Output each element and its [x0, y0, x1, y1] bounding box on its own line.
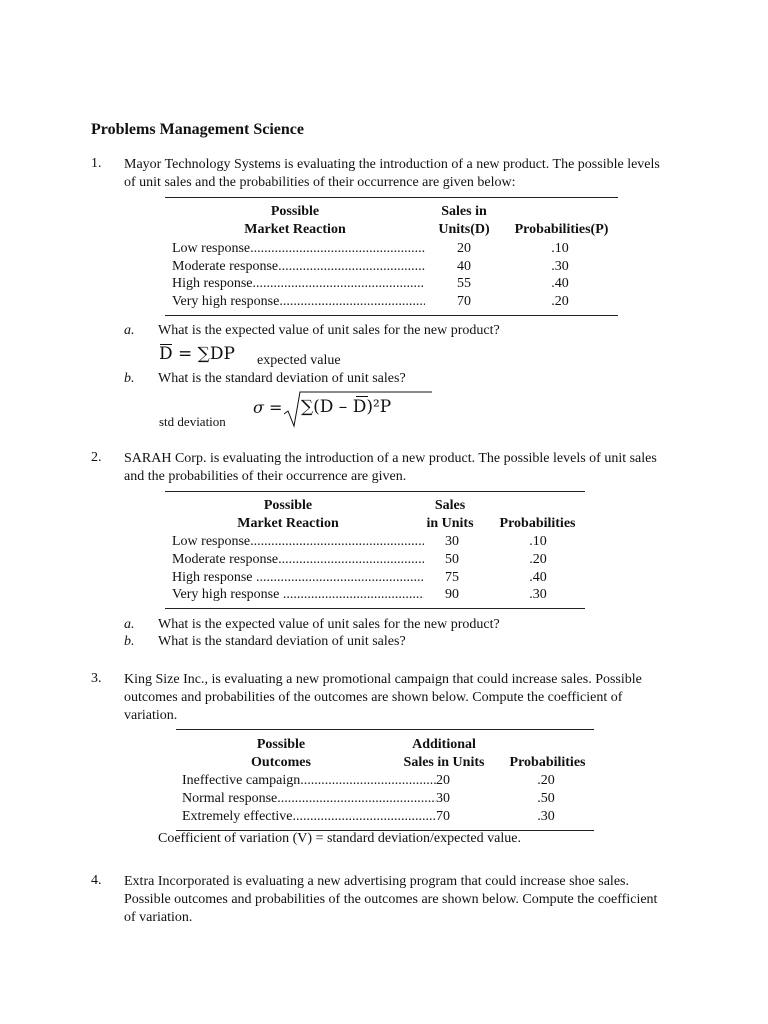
q1-a-letter: a.	[124, 323, 135, 338]
q3-text: King Size Inc., is evaluating a new promotional campaign that could increase sales. Possible outcomes and probabilities of the outcomes are shown below. Compute the coefficient of variation.	[124, 672, 642, 723]
std-deviation-formula	[253, 390, 413, 430]
row-label: Extremely effective	[182, 809, 293, 824]
table-top-rule	[165, 197, 618, 198]
table-row	[172, 533, 424, 551]
row-prob: .30	[529, 587, 547, 602]
row-label: Moderate response	[172, 552, 279, 567]
row-prob: .40	[551, 276, 569, 291]
dbar-overline	[160, 344, 172, 345]
row-label: Normal response	[182, 791, 278, 806]
q3-cv-note: Coefficient of variation (V) = standard deviation/expected value.	[158, 831, 521, 846]
header-sales-in: Sales in	[441, 204, 487, 219]
expected-value-formula	[159, 344, 235, 364]
header-additional: Additional	[412, 737, 476, 752]
row-sales: 70	[457, 294, 471, 309]
row-label: Very high response	[172, 587, 283, 602]
row-label: High response	[172, 570, 256, 585]
row-label: Moderate response	[172, 259, 279, 274]
row-label: Low response	[172, 534, 251, 549]
row-prob: .30	[551, 259, 569, 274]
q4-number: 4.	[91, 873, 102, 888]
table-row	[172, 240, 425, 258]
row-label: High response	[172, 276, 253, 291]
q2-a-text: What is the expected value of unit sales for the new product?	[158, 617, 500, 632]
q1-table	[165, 197, 618, 317]
row-sales: 40	[457, 259, 471, 274]
row-label: Low response	[172, 241, 251, 256]
row-prob: .50	[537, 791, 555, 806]
header-possible: Possible	[256, 737, 306, 752]
header-probabilities: Probabilities	[509, 755, 586, 770]
table-bottom-rule	[165, 315, 618, 316]
row-sales: 75	[445, 570, 459, 585]
expected-value-note: expected value	[257, 353, 341, 368]
q1-a-text: What is the expected value of unit sales for the new product?	[158, 323, 500, 338]
q3-number: 3.	[91, 671, 102, 686]
header-units-d: Units(D)	[438, 222, 490, 237]
header-in-units: in Units	[426, 516, 474, 531]
row-sales: 30	[445, 534, 459, 549]
row-sales: 30	[436, 791, 450, 806]
table-row	[172, 275, 425, 293]
table-row	[182, 790, 436, 808]
row-sales: 20	[457, 241, 471, 256]
row-label: Ineffective campaign	[182, 773, 301, 788]
q2-number: 2.	[91, 450, 102, 465]
row-sales: 20	[436, 773, 450, 788]
row-label: Very high response	[172, 294, 280, 309]
table-row	[172, 586, 424, 604]
table-top-rule	[176, 729, 594, 730]
header-sales-in-units: Sales in Units	[403, 755, 485, 770]
table-row	[182, 808, 436, 826]
formula-text: D = ∑DP	[159, 344, 235, 364]
header-outcomes: Outcomes	[251, 755, 311, 770]
page-title: Problems Management Science	[91, 121, 304, 138]
q2-b-text: What is the standard deviation of unit sales?	[158, 634, 406, 649]
q1-number: 1.	[91, 156, 102, 171]
table-row	[172, 258, 425, 276]
header-sales: Sales	[434, 498, 466, 513]
row-sales: 70	[436, 809, 450, 824]
row-prob: .10	[529, 534, 547, 549]
header-probabilities: Probabilities(P)	[514, 222, 609, 237]
sigma-symbol: σ =	[253, 398, 283, 417]
q2-a-letter: a.	[124, 617, 135, 632]
row-sales: 90	[445, 587, 459, 602]
row-prob: .10	[551, 241, 569, 256]
row-prob: .30	[537, 809, 555, 824]
header-market-reaction: Market Reaction	[237, 516, 339, 531]
header-market-reaction: Market Reaction	[244, 222, 346, 237]
row-sales: 55	[457, 276, 471, 291]
q3-table	[176, 729, 594, 833]
row-prob: .20	[537, 773, 555, 788]
q4-text: Extra Incorporated is evaluating a new advertising program that could increase shoe sales. Possible outcomes and probabilities of the outcomes are shown below. Compute the coefficient of variation.	[124, 874, 658, 925]
std-deviation-label: std deviation	[159, 414, 226, 429]
header-possible: Possible	[263, 498, 313, 513]
table-row	[182, 772, 436, 790]
q2-table	[165, 491, 585, 611]
q1-b-text: What is the standard deviation of unit sales?	[158, 371, 406, 386]
q1-text: Mayor Technology Systems is evaluating the introduction of a new product. The possible levels of unit sales and the probabilities of their occurrence are given below:	[124, 157, 660, 190]
table-bottom-rule	[165, 608, 585, 609]
table-row	[172, 551, 424, 569]
table-row	[172, 569, 424, 587]
row-sales: 50	[445, 552, 459, 567]
table-row	[172, 293, 425, 311]
table-top-rule	[165, 491, 585, 492]
header-probabilities: Probabilities	[499, 516, 576, 531]
header-possible: Possible	[270, 204, 320, 219]
row-prob: .20	[529, 552, 547, 567]
row-prob: .20	[551, 294, 569, 309]
q1-b-letter: b.	[124, 371, 135, 386]
row-prob: .40	[529, 570, 547, 585]
q2-text: SARAH Corp. is evaluating the introduction of a new product. The possible levels of unit sales and the probabilities of their occurrence are given.	[124, 451, 657, 484]
formula-body: ∑(D – D)²P	[301, 397, 392, 417]
q2-b-letter: b.	[124, 634, 135, 649]
